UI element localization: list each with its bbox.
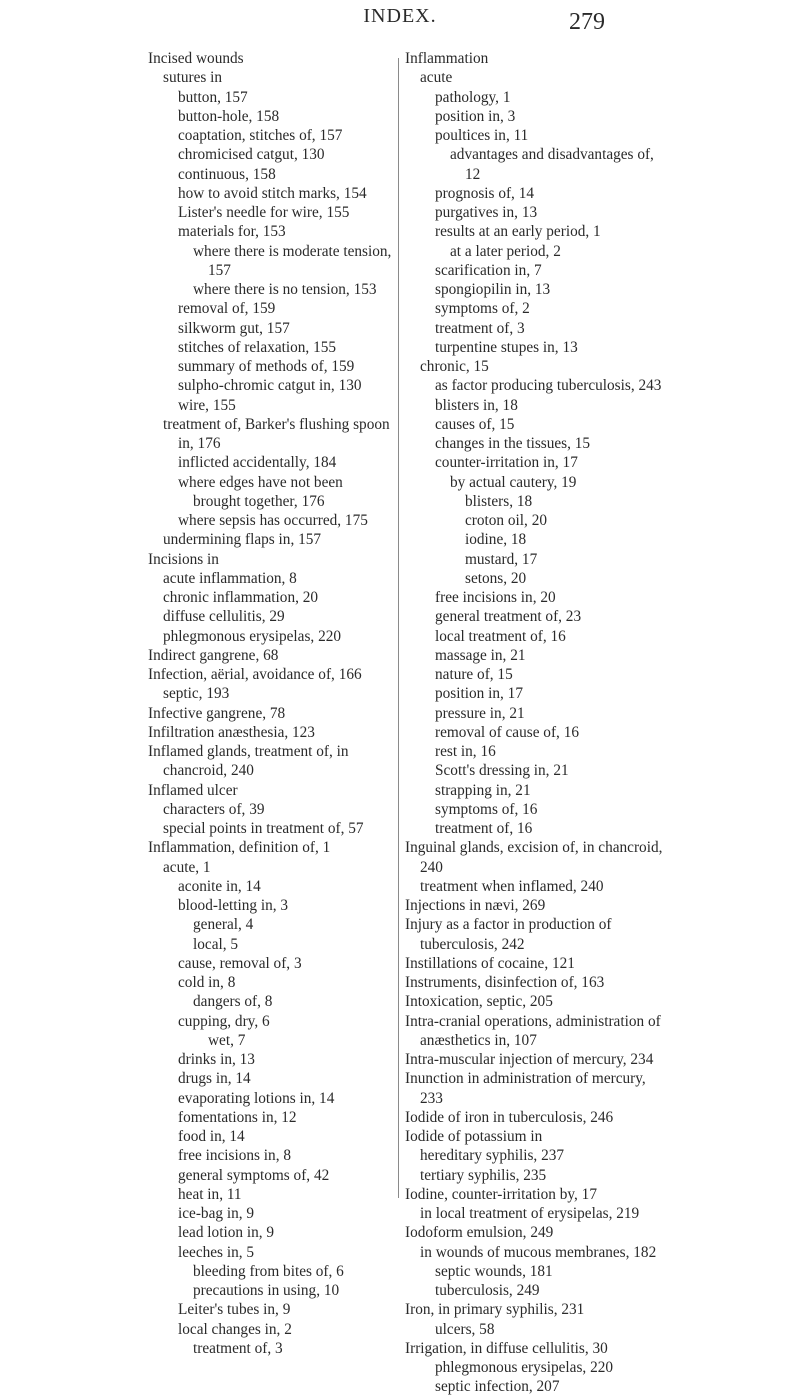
index-entry: Instillations of cocaine, 121 <box>405 954 575 972</box>
index-entry: wet, 7 <box>208 1031 246 1049</box>
index-entry: special points in treatment of, 57 <box>163 820 364 837</box>
index-entry: treatment of, 3 <box>193 1339 283 1357</box>
index-entry: nature of, 15 <box>435 666 513 683</box>
index-entry: chronic inflammation, 20 <box>163 589 319 606</box>
index-entry: as factor producing tuberculosis, 243 <box>435 377 662 395</box>
index-entry: Indirect gangrene, 68 <box>148 646 279 664</box>
index-entry: Inflammation <box>405 50 489 67</box>
index-entry: ice-bag in, 9 <box>178 1205 255 1222</box>
index-entry: rest in, 16 <box>435 743 496 760</box>
index-entry: acute <box>420 69 453 87</box>
index-entry: drugs in, 14 <box>178 1070 251 1088</box>
index-entry: acute inflammation, 8 <box>163 569 297 587</box>
index-entry: removal of, 159 <box>178 300 276 318</box>
index-entry: advantages and disadvantages of, 12 <box>450 146 654 183</box>
index-entry: Iron, in primary syphilis, 231 <box>405 1301 585 1319</box>
index-entry: treatment of, Barker's flushing spoon in, 176 <box>163 415 390 452</box>
index-entry: poultices in, 11 <box>435 127 529 144</box>
index-entry: scarification in, 7 <box>435 261 542 279</box>
index-entry: by actual cautery, 19 <box>450 473 577 491</box>
index-entry: Irrigation, in diffuse cellulitis, 30 <box>405 1339 608 1357</box>
index-entry: Scott's dressing in, 21 <box>435 762 569 780</box>
index-entry: mustard, 17 <box>465 550 538 568</box>
index-entry: Leiter's tubes in, 9 <box>178 1301 291 1319</box>
index-entry: free incisions in, 8 <box>178 1147 292 1165</box>
index-entry: drinks in, 13 <box>178 1051 255 1068</box>
index-entry: cupping, dry, 6 <box>178 1012 270 1030</box>
index-entry: Injections in nævi, 269 <box>405 897 546 914</box>
index-entry: Intoxication, septic, 205 <box>405 993 553 1011</box>
index-entry: sutures in <box>163 69 223 87</box>
index-entry: button-hole, 158 <box>178 107 280 125</box>
index-entry: fomentations in, 12 <box>178 1108 297 1126</box>
index-entry: leeches in, 5 <box>178 1243 255 1261</box>
index-entry: strapping in, 21 <box>435 781 531 799</box>
index-entry: aconite in, 14 <box>178 877 261 895</box>
index-entry: Injury as a factor in production of tuberculosis, 242 <box>405 916 612 953</box>
index-entry: how to avoid stitch marks, 154 <box>178 184 367 202</box>
index-entry: counter-irritation in, 17 <box>435 454 578 472</box>
index-entry: Inguinal glands, excision of, in chancroid, 240 <box>405 839 663 876</box>
index-entry: pathology, 1 <box>435 88 511 106</box>
index-entry: Iodide of potassium in <box>405 1128 543 1145</box>
index-entry: massage in, 21 <box>435 646 526 664</box>
index-entry: setons, 20 <box>465 569 527 587</box>
index-entry: symptoms of, 16 <box>435 800 538 818</box>
index-entry: free incisions in, 20 <box>435 589 556 606</box>
index-entry: phlegmonous erysipelas, 220 <box>163 627 342 645</box>
index-entry: diffuse cellulitis, 29 <box>163 608 285 626</box>
index-entry: characters of, 39 <box>163 800 265 818</box>
index-entry: stitches of relaxation, 155 <box>178 338 337 356</box>
index-entry: heat in, 11 <box>178 1185 242 1203</box>
index-entry: tuberculosis, 249 <box>435 1282 540 1299</box>
index-entry: materials for, 153 <box>178 223 286 241</box>
index-entry: blood-letting in, 3 <box>178 897 289 914</box>
index-entry: general, 4 <box>193 916 254 934</box>
index-entry: Incisions in <box>148 550 219 568</box>
index-entry: food in, 14 <box>178 1128 245 1145</box>
column-divider <box>398 58 399 1198</box>
index-entry: treatment when inflamed, 240 <box>420 877 604 895</box>
index-entry: local changes in, 2 <box>178 1320 292 1338</box>
index-entry: pressure in, 21 <box>435 704 525 722</box>
index-entry: dangers of, 8 <box>193 993 273 1011</box>
index-entry: chronic, 15 <box>420 358 489 375</box>
index-entry: inflicted accidentally, 184 <box>178 454 337 472</box>
index-entry: croton oil, 20 <box>465 512 547 529</box>
index-entry: position in, 17 <box>435 685 523 703</box>
index-entry: general treatment of, 23 <box>435 608 582 626</box>
index-entry: where there is moderate tension, 157 <box>193 242 392 279</box>
index-entry: local, 5 <box>193 935 239 953</box>
index-entry: Iodide of iron in tuberculosis, 246 <box>405 1108 614 1126</box>
index-entry: wire, 155 <box>178 396 236 414</box>
index-entry: septic infection, 207 <box>435 1378 560 1396</box>
index-entry: iodine, 18 <box>465 531 527 549</box>
page-number: 279 <box>569 9 605 35</box>
index-entry: lead lotion in, 9 <box>178 1224 275 1242</box>
index-entry: Lister's needle for wire, 155 <box>178 204 350 221</box>
index-entry: Infection, aërial, avoidance of, 166 <box>148 666 362 683</box>
index-entry: results at an early period, 1 <box>435 223 601 241</box>
index-entry: prognosis of, 14 <box>435 184 535 202</box>
index-entry: Instruments, disinfection of, 163 <box>405 974 605 991</box>
index-entry: at a later period, 2 <box>450 242 561 260</box>
running-head: INDEX. <box>363 5 437 27</box>
index-entry: causes of, 15 <box>435 415 515 433</box>
index-entry: septic wounds, 181 <box>435 1262 553 1280</box>
index-entry: Iodoform emulsion, 249 <box>405 1224 554 1242</box>
index-entry: continuous, 158 <box>178 165 276 183</box>
index-entry: blisters, 18 <box>465 492 533 510</box>
index-entry: turpentine stupes in, 13 <box>435 338 578 356</box>
page-header <box>0 0 800 36</box>
index-entry: precautions in using, 10 <box>193 1282 340 1299</box>
index-entry: in wounds of mucous membranes, 182 <box>420 1243 657 1261</box>
index-entry: changes in the tissues, 15 <box>435 435 591 452</box>
index-entry: where edges have not been brought together, 176 <box>178 473 343 510</box>
index-entry: Intra-muscular injection of mercury, 234 <box>405 1051 654 1068</box>
index-entry: evaporating lotions in, 14 <box>178 1089 335 1107</box>
index-entry: ulcers, 58 <box>435 1320 495 1338</box>
index-entry: button, 157 <box>178 88 248 106</box>
index-entry: treatment of, 3 <box>435 319 525 337</box>
index-entry: chromicised catgut, 130 <box>178 146 325 164</box>
index-entry: local treatment of, 16 <box>435 627 566 645</box>
index-entry: Iodine, counter-irritation by, 17 <box>405 1185 597 1203</box>
index-entry: Incised wounds <box>148 50 244 67</box>
index-entry: spongiopilin in, 13 <box>435 281 551 298</box>
index-entry: where there is no tension, 153 <box>193 281 377 298</box>
index-entry: position in, 3 <box>435 107 516 125</box>
index-entry: hereditary syphilis, 237 <box>420 1147 565 1165</box>
index-entry: sulpho-chromic catgut in, 130 <box>178 377 362 395</box>
index-entry: where sepsis has occurred, 175 <box>178 512 368 529</box>
index-entry: acute, 1 <box>163 858 211 876</box>
index-entry: undermining flaps in, 157 <box>163 531 322 549</box>
index-column-left <box>148 49 392 1358</box>
index-entry: tertiary syphilis, 235 <box>420 1166 547 1184</box>
index-entry: silkworm gut, 157 <box>178 319 290 337</box>
index-entry: general symptoms of, 42 <box>178 1166 330 1184</box>
index-entry: purgatives in, 13 <box>435 204 538 221</box>
index-entry: cold in, 8 <box>178 974 236 991</box>
index-entry: in local treatment of erysipelas, 219 <box>420 1205 640 1222</box>
index-entry: Inunction in administration of mercury, 233 <box>405 1070 646 1107</box>
index-entry: Inflamed glands, treatment of, in chancroid, 240 <box>148 743 349 780</box>
index-entry: symptoms of, 2 <box>435 300 530 318</box>
index-entry: Infiltration anæsthesia, 123 <box>148 723 315 741</box>
index-entry: Inflammation, definition of, 1 <box>148 839 331 857</box>
index-column-right <box>405 49 670 1397</box>
index-entry: removal of cause of, 16 <box>435 723 579 741</box>
index-entry: cause, removal of, 3 <box>178 954 302 972</box>
index-entry: summary of methods of, 159 <box>178 358 355 375</box>
index-entry: septic, 193 <box>163 685 230 703</box>
index-entry: blisters in, 18 <box>435 396 518 414</box>
index-entry: Intra-cranial operations, administration of anæsthetics in, 107 <box>405 1012 661 1049</box>
index-entry: phlegmonous erysipelas, 220 <box>435 1359 614 1376</box>
index-entry: Infective gangrene, 78 <box>148 704 286 722</box>
index-entry: bleeding from bites of, 6 <box>193 1262 344 1280</box>
index-entry: treatment of, 16 <box>435 820 533 837</box>
index-entry: coaptation, stitches of, 157 <box>178 127 343 144</box>
index-entry: Inflamed ulcer <box>148 781 238 799</box>
